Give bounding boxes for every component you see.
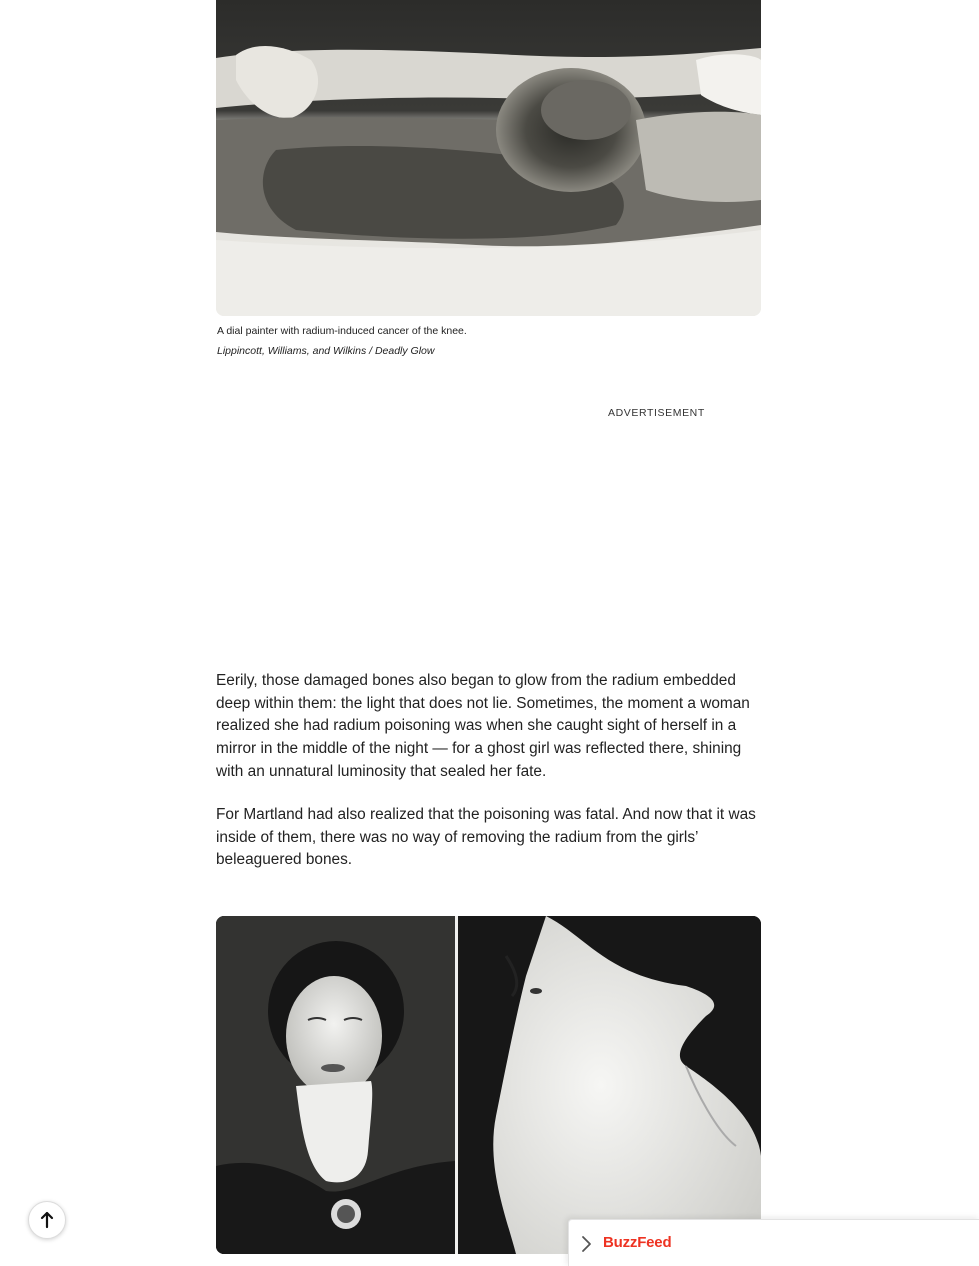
article-paragraph: For Martland had also realized that the poisoning was fatal. And now that it was inside of them, there was no way of removing the radium from the girls’ beleaguered bones. (216, 806, 756, 869)
photo-caption: A dial painter with radium-induced cancer of the knee. (217, 325, 467, 337)
buzzfeed-logo[interactable]: BuzzFeed (603, 1234, 672, 1251)
knee-cancer-photo (216, 0, 761, 316)
chevron-right-icon[interactable] (579, 1235, 593, 1253)
arrow-up-icon (38, 1211, 56, 1229)
jaw-tumor-portraits-photo (216, 916, 761, 1254)
article-paragraph: Eerily, those damaged bones also began to glow from the radium embedded deep within them: the light that does not lie. Sometimes, the moment a woman realized she had radium poisoning was when she caught sight of herself in a mirror in the middle of the night — for a ghost girl was reflected there, shining with an unnatural luminosity that sealed her fate. (216, 672, 750, 780)
photo-credit: Lippincott, Williams, and Wilkins / Deadly Glow (217, 345, 435, 357)
bottom-recirculation-bar[interactable] (568, 1219, 979, 1266)
advertisement-label: ADVERTISEMENT (608, 407, 705, 419)
back-to-top-button[interactable] (28, 1201, 66, 1239)
